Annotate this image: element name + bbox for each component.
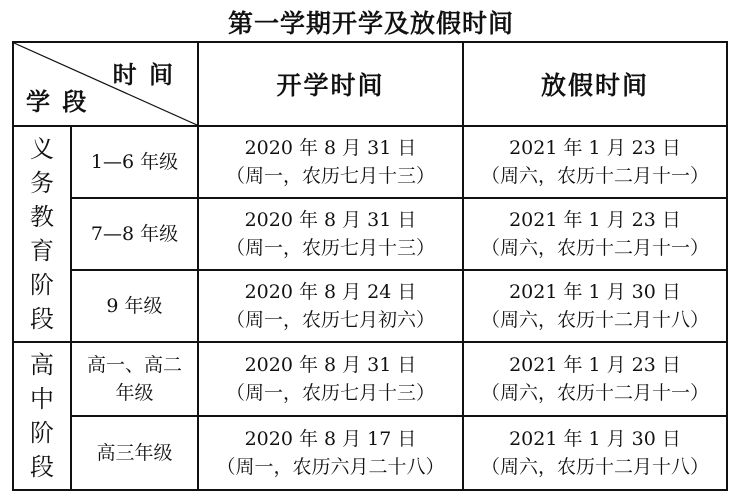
grade-cell: 9 年级 <box>71 270 198 342</box>
category-char: 高 <box>30 351 54 379</box>
start-date-cell <box>198 126 463 198</box>
start-date: 2020 年 8 月 17 日 <box>244 428 417 450</box>
start-date: 2020 年 8 月 24 日 <box>244 281 417 303</box>
category-char: 中 <box>30 385 54 413</box>
holiday-date-detail: （周六，农历十二月十八） <box>480 309 709 331</box>
grade-line: 年级 <box>115 382 154 404</box>
start-time-header: 开学时间 <box>198 42 463 126</box>
category-char: 阶 <box>30 419 54 447</box>
holiday-date-detail: （周六，农历十二月十一） <box>480 237 709 259</box>
holiday-date: 2021 年 1 月 30 日 <box>509 428 681 450</box>
category-char: 阶 <box>30 271 54 299</box>
page-title: 第一学期开学及放假时间 <box>227 9 514 38</box>
holiday-date-cell <box>463 270 727 342</box>
start-date: 2020 年 8 月 31 日 <box>244 354 417 376</box>
holiday-date-cell <box>463 416 727 490</box>
grade-cell: 7—8 年级 <box>71 198 198 270</box>
start-date: 2020 年 8 月 31 日 <box>244 209 417 231</box>
start-date-detail: （周一，农历六月二十八） <box>216 456 445 478</box>
category-high-school <box>13 342 71 490</box>
header-row <box>13 42 727 126</box>
grade-cell: 高三年级 <box>71 416 198 490</box>
start-date-cell <box>198 270 463 342</box>
table-row <box>13 270 727 342</box>
corner-header <box>13 42 198 126</box>
start-date-cell <box>198 198 463 270</box>
table-row <box>13 198 727 270</box>
holiday-date: 2021 年 1 月 23 日 <box>509 354 681 376</box>
start-date-detail: （周一，农历七月初六） <box>225 309 435 331</box>
grade-cell: 1—6 年级 <box>71 126 198 198</box>
holiday-date-cell <box>463 342 727 416</box>
start-date: 2020 年 8 月 31 日 <box>244 137 417 159</box>
holiday-time-header: 放假时间 <box>463 42 727 126</box>
holiday-date: 2021 年 1 月 23 日 <box>509 137 681 159</box>
holiday-date-detail: （周六，农历十二月十一） <box>480 382 709 404</box>
holiday-date-cell <box>463 198 727 270</box>
start-date-detail: （周一，农历七月十三） <box>225 382 435 404</box>
schedule-table <box>12 41 728 491</box>
holiday-date-detail: （周六，农历十二月十八） <box>480 456 709 478</box>
holiday-date: 2021 年 1 月 30 日 <box>509 281 681 303</box>
start-date-cell <box>198 342 463 416</box>
corner-time-label: 时 间 <box>112 60 175 89</box>
table-row <box>13 126 727 198</box>
start-date-detail: （周一，农历七月十三） <box>225 237 435 259</box>
start-date-detail: （周一，农历七月十三） <box>225 165 435 187</box>
holiday-date-detail: （周六，农历十二月十一） <box>480 165 709 187</box>
grade-line: 高一、高二 <box>86 354 182 376</box>
holiday-date-cell <box>463 126 727 198</box>
table-row <box>13 342 727 416</box>
category-char: 育 <box>30 237 54 265</box>
category-char: 教 <box>30 203 54 231</box>
category-char: 段 <box>30 453 54 481</box>
category-compulsory <box>13 126 71 342</box>
start-date-cell <box>198 416 463 490</box>
corner-stage-label: 学 段 <box>26 87 89 116</box>
grade-cell <box>71 342 198 416</box>
table-row <box>13 416 727 490</box>
category-char: 义 <box>30 135 54 163</box>
holiday-date: 2021 年 1 月 23 日 <box>509 209 681 231</box>
category-char: 段 <box>30 305 54 333</box>
category-char: 务 <box>30 169 54 197</box>
